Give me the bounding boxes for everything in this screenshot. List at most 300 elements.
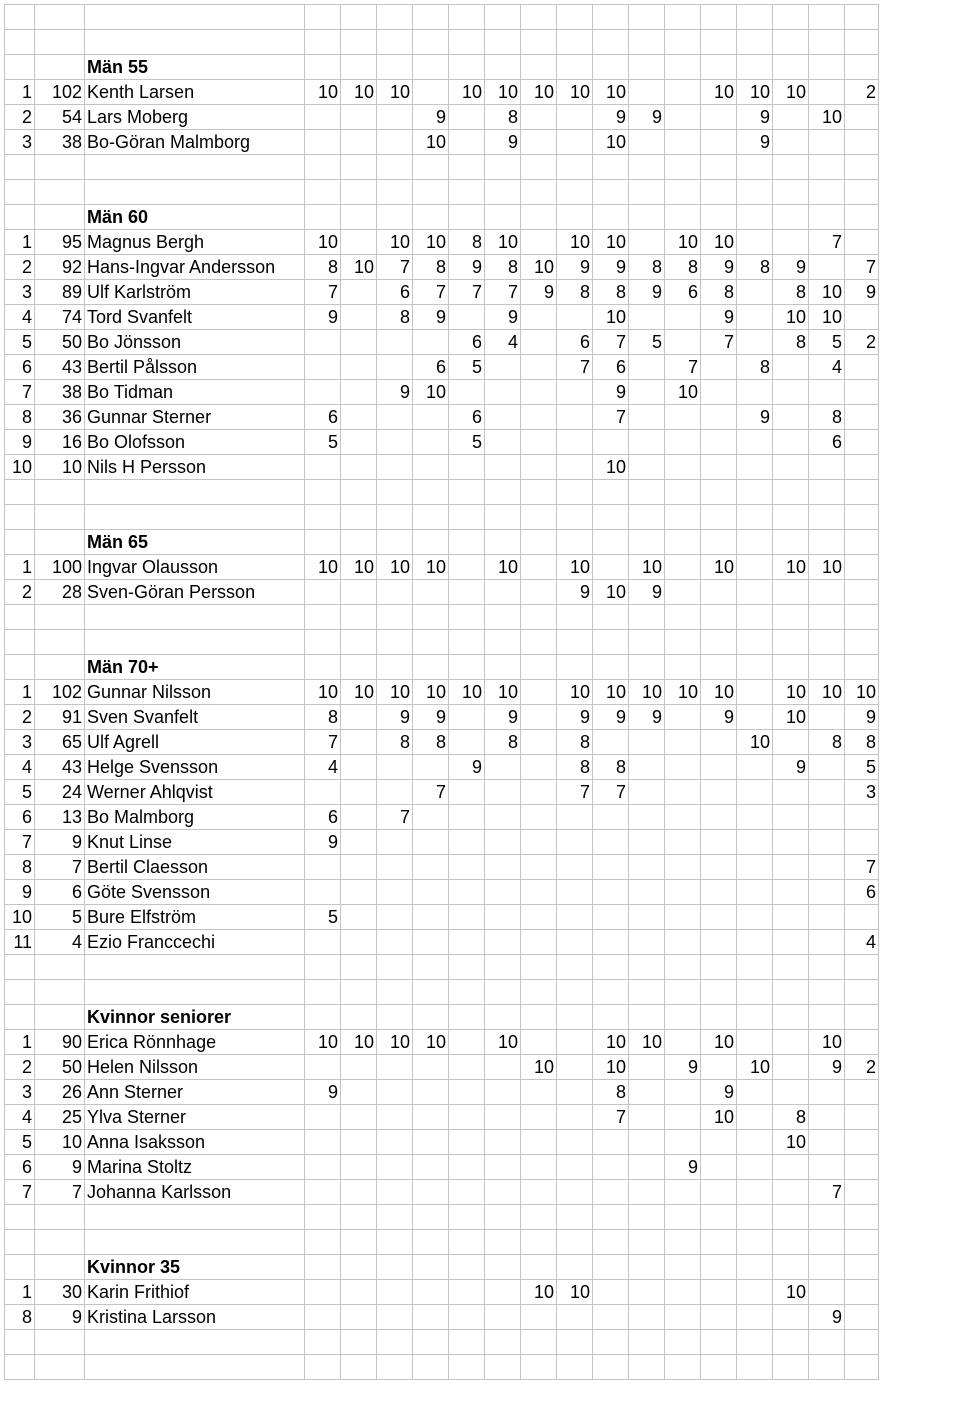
empty-cell xyxy=(593,1330,629,1355)
empty-cell xyxy=(665,480,701,505)
name-cell: Ulf Karlström xyxy=(85,280,305,305)
score-cell xyxy=(485,355,521,380)
score-cell xyxy=(341,1130,377,1155)
empty-cell xyxy=(629,1255,665,1280)
score-cell xyxy=(665,330,701,355)
empty-cell xyxy=(85,605,305,630)
score-cell: 8 xyxy=(593,755,629,780)
score-cell xyxy=(341,780,377,805)
score-cell: 8 xyxy=(377,305,413,330)
place-cell: 5 xyxy=(5,330,35,355)
empty-cell xyxy=(377,955,413,980)
score-cell xyxy=(449,830,485,855)
empty-cell xyxy=(773,980,809,1005)
score-cell xyxy=(773,1030,809,1055)
empty-cell xyxy=(85,1205,305,1230)
score-cell: 9 xyxy=(629,105,665,130)
empty-cell xyxy=(35,1205,85,1230)
score-cell: 10 xyxy=(665,680,701,705)
empty-cell xyxy=(809,980,845,1005)
score-cell xyxy=(341,380,377,405)
score-cell: 10 xyxy=(809,680,845,705)
score-cell xyxy=(557,880,593,905)
score-cell: 8 xyxy=(701,280,737,305)
score-cell xyxy=(809,755,845,780)
empty-cell xyxy=(341,55,377,80)
score-cell xyxy=(665,1280,701,1305)
name-cell: Magnus Bergh xyxy=(85,230,305,255)
place-cell: 2 xyxy=(5,255,35,280)
empty-cell xyxy=(845,155,879,180)
score-cell xyxy=(485,780,521,805)
empty-cell xyxy=(85,955,305,980)
name-cell: Johanna Karlsson xyxy=(85,1180,305,1205)
score-cell xyxy=(737,230,773,255)
empty-cell xyxy=(845,180,879,205)
score-cell xyxy=(629,1055,665,1080)
score-cell xyxy=(773,930,809,955)
empty-cell xyxy=(305,205,341,230)
section-title: Män 55 xyxy=(85,55,305,80)
empty-cell xyxy=(737,30,773,55)
score-cell xyxy=(485,830,521,855)
score-cell xyxy=(737,430,773,455)
score-cell: 9 xyxy=(593,105,629,130)
empty-cell xyxy=(85,5,305,30)
name-cell: Helen Nilsson xyxy=(85,1055,305,1080)
score-cell: 2 xyxy=(845,80,879,105)
name-cell: Ingvar Olausson xyxy=(85,555,305,580)
score-cell: 9 xyxy=(413,305,449,330)
empty-cell xyxy=(341,1330,377,1355)
number-cell: 50 xyxy=(35,1055,85,1080)
empty-cell xyxy=(809,955,845,980)
score-cell: 10 xyxy=(485,1030,521,1055)
empty-cell xyxy=(809,55,845,80)
empty-cell xyxy=(341,955,377,980)
score-cell xyxy=(809,80,845,105)
empty-cell xyxy=(737,155,773,180)
empty-cell xyxy=(413,5,449,30)
empty-cell xyxy=(521,1005,557,1030)
score-cell: 10 xyxy=(593,580,629,605)
score-cell xyxy=(377,330,413,355)
empty-cell xyxy=(305,530,341,555)
score-cell: 10 xyxy=(737,1055,773,1080)
score-cell: 10 xyxy=(377,1030,413,1055)
score-cell xyxy=(377,455,413,480)
blank-row xyxy=(5,480,879,505)
empty-cell xyxy=(557,955,593,980)
empty-cell xyxy=(737,955,773,980)
score-cell xyxy=(737,380,773,405)
score-cell: 9 xyxy=(593,705,629,730)
score-cell: 6 xyxy=(413,355,449,380)
score-cell xyxy=(773,730,809,755)
score-cell xyxy=(413,1105,449,1130)
empty-cell xyxy=(665,55,701,80)
score-cell xyxy=(413,830,449,855)
score-cell xyxy=(521,555,557,580)
empty-cell xyxy=(629,980,665,1005)
empty-cell xyxy=(845,30,879,55)
empty-cell xyxy=(341,1355,377,1380)
score-cell: 10 xyxy=(593,1055,629,1080)
score-cell xyxy=(557,1105,593,1130)
score-cell xyxy=(629,430,665,455)
empty-cell xyxy=(593,1205,629,1230)
score-cell: 6 xyxy=(809,430,845,455)
score-cell xyxy=(593,1180,629,1205)
empty-cell xyxy=(593,1230,629,1255)
score-cell xyxy=(377,855,413,880)
place-cell: 10 xyxy=(5,455,35,480)
score-cell xyxy=(449,305,485,330)
score-cell: 9 xyxy=(593,255,629,280)
score-cell xyxy=(737,930,773,955)
name-cell: Bertil Claesson xyxy=(85,855,305,880)
table-row xyxy=(5,705,879,730)
table-row xyxy=(5,855,879,880)
score-cell xyxy=(773,355,809,380)
empty-cell xyxy=(305,30,341,55)
empty-cell xyxy=(629,605,665,630)
table-row xyxy=(5,1055,879,1080)
score-cell xyxy=(773,905,809,930)
score-cell: 7 xyxy=(593,405,629,430)
empty-cell xyxy=(341,630,377,655)
score-cell xyxy=(305,1280,341,1305)
empty-cell xyxy=(377,30,413,55)
score-cell xyxy=(413,1305,449,1330)
table-row xyxy=(5,805,879,830)
score-cell: 10 xyxy=(485,230,521,255)
empty-cell xyxy=(341,530,377,555)
score-cell: 10 xyxy=(737,730,773,755)
score-cell: 10 xyxy=(557,230,593,255)
score-cell xyxy=(557,1130,593,1155)
score-cell: 8 xyxy=(485,105,521,130)
score-cell: 9 xyxy=(701,255,737,280)
score-cell xyxy=(737,305,773,330)
blank-row xyxy=(5,955,879,980)
score-cell: 9 xyxy=(737,405,773,430)
table-row xyxy=(5,1280,879,1305)
empty-cell xyxy=(377,180,413,205)
score-cell xyxy=(485,1130,521,1155)
score-cell: 8 xyxy=(413,255,449,280)
score-cell: 10 xyxy=(557,555,593,580)
empty-cell xyxy=(413,30,449,55)
score-cell: 10 xyxy=(485,80,521,105)
score-cell: 9 xyxy=(629,580,665,605)
empty-cell xyxy=(701,955,737,980)
score-cell: 8 xyxy=(809,730,845,755)
score-cell: 10 xyxy=(341,1030,377,1055)
score-cell: 9 xyxy=(773,755,809,780)
score-cell: 9 xyxy=(809,1305,845,1330)
empty-cell xyxy=(773,530,809,555)
score-cell xyxy=(809,830,845,855)
score-cell xyxy=(737,905,773,930)
section-title-row xyxy=(5,655,879,680)
score-cell xyxy=(629,1180,665,1205)
score-cell: 9 xyxy=(377,705,413,730)
score-cell xyxy=(521,380,557,405)
empty-cell xyxy=(845,205,879,230)
score-cell xyxy=(809,880,845,905)
score-cell xyxy=(845,355,879,380)
empty-cell xyxy=(341,1005,377,1030)
score-cell: 9 xyxy=(413,105,449,130)
empty-cell xyxy=(449,980,485,1005)
score-cell: 10 xyxy=(305,555,341,580)
empty-cell xyxy=(665,505,701,530)
score-cell xyxy=(629,730,665,755)
score-cell xyxy=(341,1180,377,1205)
empty-cell xyxy=(413,1005,449,1030)
score-cell xyxy=(701,1280,737,1305)
score-cell xyxy=(449,1130,485,1155)
score-cell xyxy=(665,780,701,805)
score-cell: 10 xyxy=(773,80,809,105)
score-cell: 5 xyxy=(305,430,341,455)
empty-cell xyxy=(85,155,305,180)
empty-cell xyxy=(593,30,629,55)
score-cell xyxy=(413,855,449,880)
score-cell xyxy=(773,455,809,480)
name-cell: Anna Isaksson xyxy=(85,1130,305,1155)
empty-cell xyxy=(845,1355,879,1380)
empty-cell xyxy=(773,205,809,230)
score-cell xyxy=(521,705,557,730)
place-cell: 5 xyxy=(5,780,35,805)
score-cell xyxy=(629,780,665,805)
table-row xyxy=(5,355,879,380)
empty-cell xyxy=(35,30,85,55)
number-cell: 89 xyxy=(35,280,85,305)
empty-cell xyxy=(35,1355,85,1380)
empty-cell xyxy=(737,55,773,80)
score-cell xyxy=(557,1080,593,1105)
name-cell: Bo-Göran Malmborg xyxy=(85,130,305,155)
empty-cell xyxy=(701,530,737,555)
score-cell: 10 xyxy=(629,680,665,705)
table-row xyxy=(5,330,879,355)
score-cell xyxy=(701,1130,737,1155)
empty-cell xyxy=(449,530,485,555)
score-cell: 10 xyxy=(809,555,845,580)
score-cell: 9 xyxy=(845,280,879,305)
score-cell xyxy=(449,1080,485,1105)
name-cell: Werner Ahlqvist xyxy=(85,780,305,805)
score-cell: 10 xyxy=(593,680,629,705)
score-cell xyxy=(845,1305,879,1330)
score-cell xyxy=(665,430,701,455)
score-cell xyxy=(449,1105,485,1130)
score-cell xyxy=(809,1130,845,1155)
score-cell xyxy=(665,855,701,880)
empty-cell xyxy=(773,1205,809,1230)
empty-cell xyxy=(521,1330,557,1355)
score-cell xyxy=(629,305,665,330)
empty-cell xyxy=(737,530,773,555)
score-cell xyxy=(809,1080,845,1105)
score-cell xyxy=(809,930,845,955)
score-cell: 10 xyxy=(305,230,341,255)
score-cell: 9 xyxy=(809,1055,845,1080)
empty-cell xyxy=(413,655,449,680)
name-cell: Marina Stoltz xyxy=(85,1155,305,1180)
score-cell xyxy=(665,755,701,780)
score-cell: 7 xyxy=(413,280,449,305)
number-cell: 9 xyxy=(35,1305,85,1330)
score-cell xyxy=(701,455,737,480)
section-title-row xyxy=(5,1255,879,1280)
empty-cell xyxy=(737,1205,773,1230)
empty-cell xyxy=(629,1355,665,1380)
score-cell xyxy=(737,830,773,855)
empty-cell xyxy=(809,1330,845,1355)
empty-cell xyxy=(557,55,593,80)
empty-cell xyxy=(701,30,737,55)
score-cell xyxy=(593,905,629,930)
score-cell xyxy=(773,580,809,605)
score-cell xyxy=(665,880,701,905)
table-row xyxy=(5,1030,879,1055)
score-cell xyxy=(341,855,377,880)
score-cell xyxy=(377,1080,413,1105)
score-cell xyxy=(341,1055,377,1080)
score-cell xyxy=(557,130,593,155)
score-cell xyxy=(521,230,557,255)
empty-cell xyxy=(737,655,773,680)
name-cell: Kristina Larsson xyxy=(85,1305,305,1330)
score-cell xyxy=(629,380,665,405)
score-cell xyxy=(413,1180,449,1205)
empty-cell xyxy=(629,55,665,80)
empty-cell xyxy=(449,1005,485,1030)
score-cell xyxy=(377,1305,413,1330)
score-cell xyxy=(305,1155,341,1180)
empty-cell xyxy=(5,955,35,980)
score-cell xyxy=(737,1305,773,1330)
score-cell xyxy=(485,755,521,780)
score-cell: 10 xyxy=(377,230,413,255)
empty-cell xyxy=(5,480,35,505)
score-cell xyxy=(377,1130,413,1155)
score-cell: 10 xyxy=(413,380,449,405)
empty-cell xyxy=(593,1255,629,1280)
place-cell: 1 xyxy=(5,1030,35,1055)
empty-cell xyxy=(35,1255,85,1280)
empty-cell xyxy=(737,180,773,205)
empty-cell xyxy=(85,1355,305,1380)
score-cell xyxy=(305,355,341,380)
score-cell: 9 xyxy=(521,280,557,305)
score-cell: 10 xyxy=(593,80,629,105)
empty-cell xyxy=(593,530,629,555)
score-cell xyxy=(413,880,449,905)
empty-cell xyxy=(701,1230,737,1255)
empty-cell xyxy=(377,605,413,630)
score-cell xyxy=(593,855,629,880)
score-cell: 7 xyxy=(557,780,593,805)
score-cell xyxy=(413,905,449,930)
score-cell xyxy=(557,855,593,880)
empty-cell xyxy=(305,480,341,505)
empty-cell xyxy=(557,530,593,555)
score-cell xyxy=(377,1180,413,1205)
empty-cell xyxy=(521,955,557,980)
empty-cell xyxy=(773,955,809,980)
score-cell xyxy=(305,930,341,955)
score-cell: 7 xyxy=(377,805,413,830)
empty-cell xyxy=(557,1005,593,1030)
score-cell: 10 xyxy=(521,255,557,280)
blank-row xyxy=(5,980,879,1005)
score-cell xyxy=(449,705,485,730)
empty-cell xyxy=(449,605,485,630)
empty-cell xyxy=(305,1355,341,1380)
section-title: Män 70+ xyxy=(85,655,305,680)
empty-cell xyxy=(809,630,845,655)
name-cell: Gunnar Nilsson xyxy=(85,680,305,705)
empty-cell xyxy=(305,55,341,80)
score-cell xyxy=(521,1105,557,1130)
score-cell xyxy=(377,355,413,380)
score-cell xyxy=(485,1180,521,1205)
score-cell xyxy=(701,805,737,830)
place-cell: 3 xyxy=(5,130,35,155)
score-cell: 4 xyxy=(809,355,845,380)
score-cell xyxy=(485,455,521,480)
score-cell: 8 xyxy=(845,730,879,755)
place-cell: 2 xyxy=(5,705,35,730)
score-cell xyxy=(701,1180,737,1205)
empty-cell xyxy=(845,655,879,680)
empty-cell xyxy=(629,1330,665,1355)
empty-cell xyxy=(629,5,665,30)
empty-cell xyxy=(809,505,845,530)
score-cell: 10 xyxy=(521,80,557,105)
number-cell: 9 xyxy=(35,830,85,855)
blank-row xyxy=(5,180,879,205)
number-cell: 65 xyxy=(35,730,85,755)
empty-cell xyxy=(593,205,629,230)
empty-cell xyxy=(5,205,35,230)
empty-cell xyxy=(5,655,35,680)
place-cell: 1 xyxy=(5,680,35,705)
score-cell xyxy=(485,1080,521,1105)
empty-cell xyxy=(773,155,809,180)
score-cell: 10 xyxy=(413,130,449,155)
score-cell xyxy=(521,780,557,805)
score-cell: 10 xyxy=(377,680,413,705)
empty-cell xyxy=(557,180,593,205)
empty-cell xyxy=(593,1005,629,1030)
score-cell: 6 xyxy=(449,330,485,355)
number-cell: 54 xyxy=(35,105,85,130)
score-cell xyxy=(341,1080,377,1105)
empty-cell xyxy=(485,955,521,980)
score-cell: 10 xyxy=(377,80,413,105)
empty-cell xyxy=(35,630,85,655)
score-cell xyxy=(665,1130,701,1155)
empty-cell xyxy=(85,505,305,530)
score-cell: 6 xyxy=(665,280,701,305)
number-cell: 4 xyxy=(35,930,85,955)
